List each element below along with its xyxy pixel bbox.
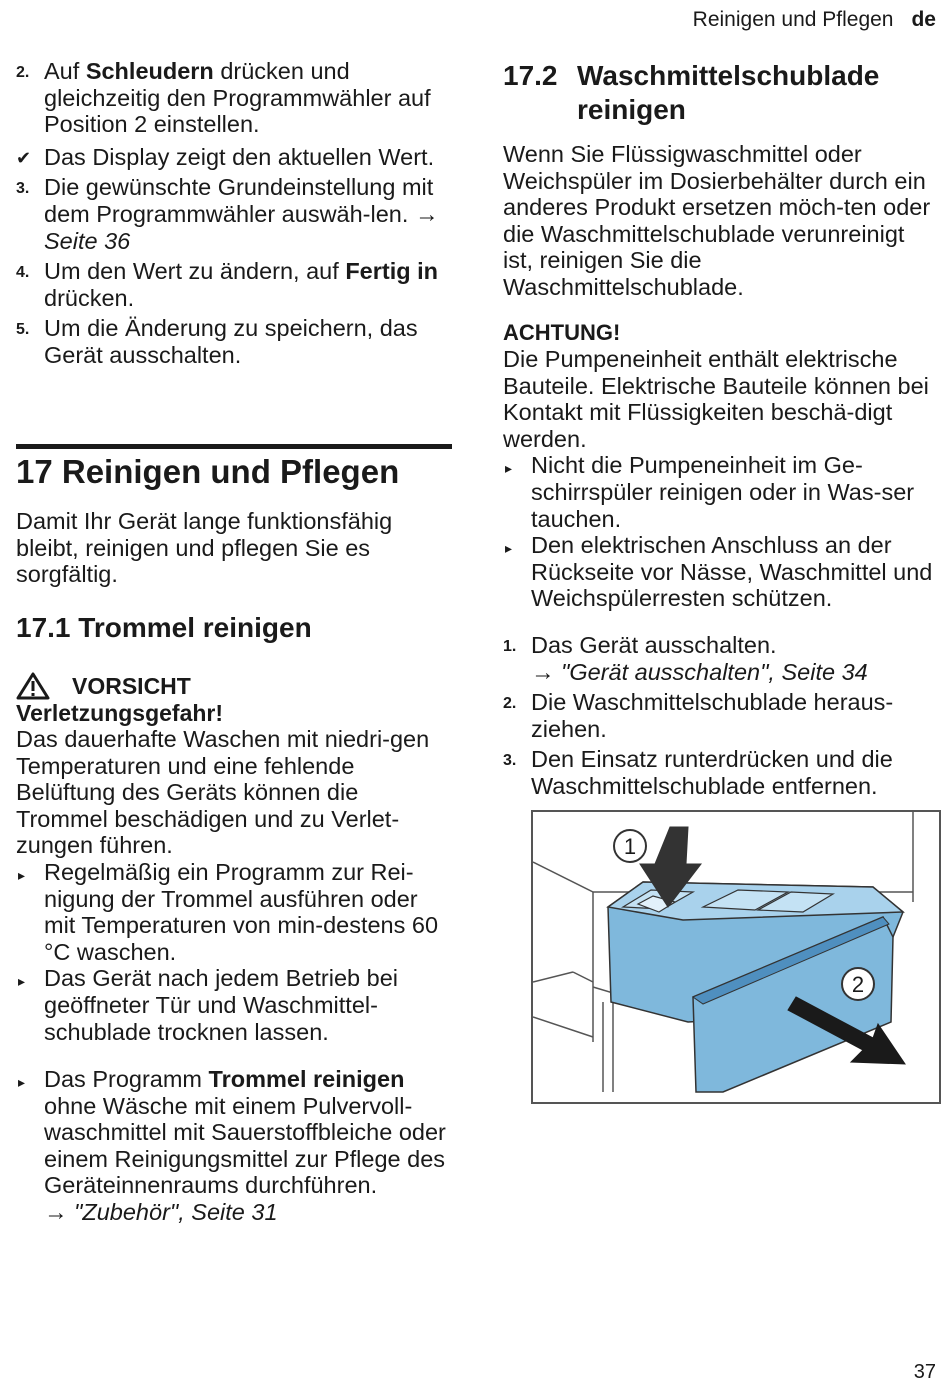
step-number: 1.	[503, 638, 517, 655]
program-bullet	[16, 1066, 452, 1226]
step-text: Die gewünschte Grundeinstellung mit dem Programmwähler auswäh-len.	[44, 174, 434, 227]
bullet-triangle-icon: ▸	[18, 973, 26, 990]
warning-bullet	[16, 965, 448, 1045]
section-title-17-1: 17.1 Trommel reinigen	[16, 612, 312, 643]
chapter-intro: Damit Ihr Gerät lange funktionsfähig bleibt, reinigen und pflegen Sie es sorgfältig.	[16, 508, 393, 588]
step-number: 3.	[16, 180, 30, 198]
bullet-triangle-icon: ▸	[18, 866, 26, 883]
check-icon: ✔	[16, 147, 32, 168]
step-text: Um den Wert zu ändern, auf	[44, 258, 346, 285]
warning-bullet	[16, 859, 448, 965]
section-17-2-steps	[503, 632, 938, 800]
step-3	[16, 174, 446, 254]
program-name: Trommel reinigen	[208, 1066, 405, 1092]
chapter-title: 17 Reinigen und Pflegen	[16, 453, 400, 490]
warning-headline: Verletzungsgefahr!	[16, 700, 224, 726]
step-text: drücken.	[44, 284, 135, 311]
warning-block	[16, 672, 456, 1045]
step-text: Den Einsatz runterdrücken und die Waschmittelschublade entfernen.	[531, 746, 893, 799]
step-2	[503, 689, 938, 742]
bullet-text: ohne Wäsche mit einem Pulvervoll-waschmittel mit Sauerstoffbleiche oder einem Reinigungsmittel zur Pflege des Geräteinnenraums durchführen.	[44, 1092, 446, 1199]
step-text: Um die Änderung zu speichern, das Gerät ausschalten.	[44, 315, 418, 368]
warning-text: Das dauerhafte Waschen mit niedri-gen Temperaturen und eine fehlende Belüftung des Geräts können die Trommel beschädigen und zu Verlet-zungen führen.	[16, 726, 430, 859]
step-text: Auf	[44, 58, 86, 84]
step-text: Das Gerät ausschalten.	[531, 632, 777, 658]
step-number: 2.	[16, 64, 30, 81]
step-number: 2.	[503, 695, 517, 713]
section-title-line: reinigen	[577, 94, 686, 125]
drawer-illustration-svg	[533, 812, 939, 1102]
bullet-text: Das Programm	[44, 1066, 209, 1092]
section-17-2-heading	[503, 59, 938, 127]
step-1	[503, 632, 938, 685]
step-text: drücken und gleichzeitig den Programmwähler auf Position 2 einstellen.	[44, 58, 431, 138]
step-bold: Schleudern	[85, 58, 214, 84]
step-number: 5.	[16, 321, 30, 339]
warning-triangle-icon	[16, 672, 50, 700]
section-title-line: Waschmittelschublade	[577, 60, 880, 91]
attention-bullet	[503, 452, 943, 532]
step-number: 4.	[16, 264, 30, 282]
step-2	[16, 58, 446, 138]
section-number: 17.2	[503, 60, 558, 91]
page-reference: → "Gerät ausschalten", Seite 34	[531, 658, 868, 685]
page-number: 37	[913, 1361, 936, 1383]
attention-bullet	[503, 532, 943, 612]
step-3	[503, 746, 938, 799]
bullet-text: Den elektrischen Anschluss an der Rückseite vor Nässe, Waschmittel und Weichspülerresten schützen.	[531, 532, 933, 612]
drawer-removal-illustration	[531, 810, 941, 1104]
warning-label: VORSICHT	[72, 672, 191, 699]
bullet-triangle-icon: ▸	[505, 460, 513, 477]
step-5	[16, 315, 446, 368]
result-check	[16, 144, 446, 171]
page-reference: → "Zubehör", Seite 31	[44, 1198, 278, 1225]
marker-label-1: 1	[623, 834, 637, 859]
bullet-text: Nicht die Pumpeneinheit im Ge-schirrspüler reinigen oder in Was-ser tauchen.	[531, 452, 915, 532]
bullet-triangle-icon: ▸	[18, 1074, 26, 1090]
marker-label-2: 2	[851, 972, 865, 997]
left-column	[16, 58, 446, 369]
header-section: Reinigen und Pflegen	[692, 8, 894, 31]
bullet-text: Das Gerät nach jedem Betrieb bei geöffneter Tür und Waschmittel-schublade trocknen lassen.	[44, 965, 398, 1045]
step-4	[16, 258, 446, 311]
attention-block	[503, 320, 943, 612]
chapter-rule	[16, 444, 452, 449]
bullet-text: Regelmäßig ein Programm zur Rei-nigung der Trommel ausführen oder mit Temperaturen von min-destens 60 °C waschen.	[44, 858, 439, 965]
page-reference: → Seite 36	[44, 200, 439, 254]
bullet-triangle-icon: ▸	[505, 540, 513, 557]
step-number: 3.	[503, 752, 517, 770]
result-text: Das Display zeigt den aktuellen Wert.	[44, 143, 435, 170]
step-bold: Fertig in	[345, 258, 439, 285]
attention-text: Die Pumpeneinheit enthält elektrische Bauteile. Elektrische Bauteile können bei Kontakt mit Flüssigkeiten beschä-digt werden.	[503, 346, 929, 452]
running-header	[693, 8, 936, 32]
header-language: de	[911, 8, 936, 31]
step-text: Die Waschmittelschublade heraus-ziehen.	[531, 689, 894, 742]
section-17-2-intro: Wenn Sie Flüssigwaschmittel oder Weichspüler im Dosierbehälter durch ein anderes Produkt ersetzen möch-ten oder die Waschmittelschublade verunreinigt ist, reinigen Sie die Waschmittelschublade.	[503, 141, 931, 300]
attention-label: ACHTUNG!	[503, 320, 621, 345]
